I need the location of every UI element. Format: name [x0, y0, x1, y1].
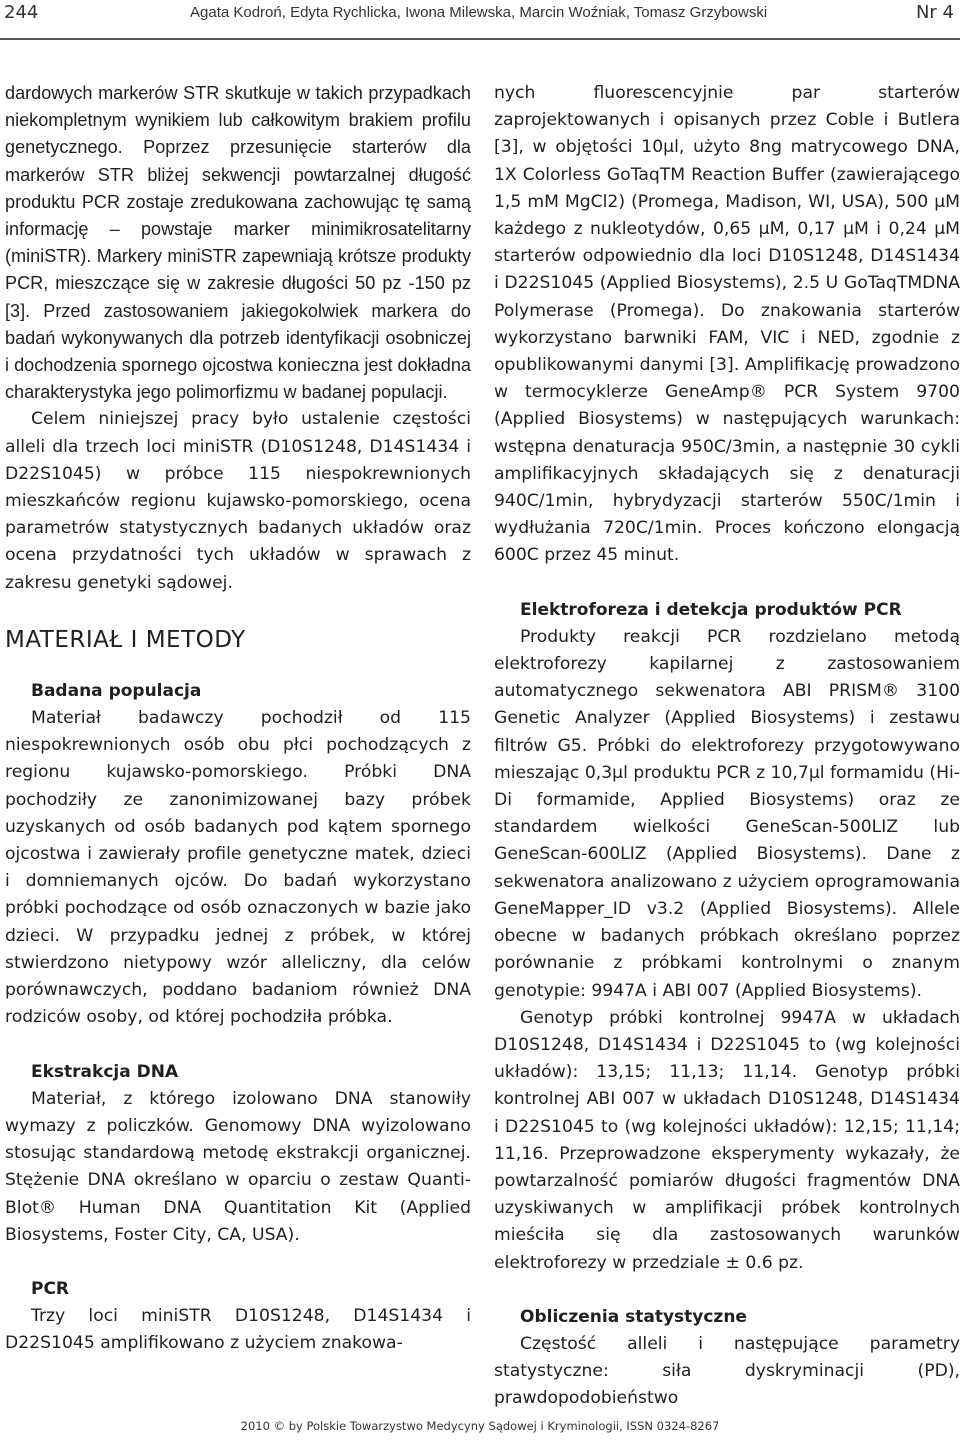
statistics-paragraph: Częstość alleli i następujące parametry statystyczne: siła dyskryminacji (PD), prawdopodobieństwo [494, 1333, 960, 1409]
spacer [5, 656, 471, 678]
issue-number: Nr 4 [915, 2, 954, 23]
right-column [494, 80, 960, 1413]
pcr-continued-paragraph: nych fluorescencyjnie par starterów zaprojektowanych i opisanych przez Coble i Butlera [3], w objętości 10µl, użyto 8ng matrycowego DNA, 1X Colorless GoTaqTM Reaction Buffer (zawierającego 1,5 mM MgCl2) (Promega, Madison, WI, USA), 500 µM każdego z nukleotydów, 0,65 µM, 0,17 µM i 0,24 µM starterów odpowiednio dla loci D10S1248, D14S1434 i D22S1045 (Applied Biosystems), 2.5 U GoTaqTMDNA Polymerase (Promega). Do znakowania starterów wykorzystano barwniki FAM, VIC i NED, zgodnie z opublikowanymi danymi [3]. Amplifikację prowadzono w termocyklerze GeneAmp® PCR System 9700 (Applied Biosystems) w następujących warunkach: wstępna denaturacja 950C/3min, a następnie 30 cykli amplifikacyjnych składających się z denaturacji 940C/1min, hybrydyzacji starterów 550C/1min i wydłużania 720C/1min. Proces kończono elongacją 600C przez 45 minut. [494, 83, 960, 566]
spacer [5, 1249, 471, 1276]
control-genotype-paragraph: Genotyp próbki kontrolnej 9947A w układach D10S1248, D14S1434 i D22S1045 to (wg kolejności układów): 13,15; 11,13; 11,14. Genotyp próbki kontrolnej ABI 007 w układach D10S1248, D14S1434 i D22S1045 to (wg kolejności układów): 12,15; 11,14; 11,16. Przeprowadzone eksperymenty wykazały, że powtarzalność pomiarów długości fragmentów DNA uzyskiwanych w amplifikacji próbek kontrolnych mieściła się dla zastosowanych warunków elektroforezy w przedziale ± 0.6 pz. [494, 1007, 960, 1273]
left-column [5, 80, 471, 1358]
section-title-methods: MATERIAŁ I METODY [5, 626, 246, 653]
spacer [5, 1032, 471, 1059]
page-header [0, 0, 960, 30]
running-head-authors: Agata Kodroń, Edyta Rychlicka, Iwona Milewska, Marcin Woźniak, Tomasz Grzybowski [190, 4, 768, 21]
aim-paragraph: Celem niniejszej pracy było ustalenie częstości alleli dla trzech loci miniSTR (D10S1248, D14S1434 i D22S1045) w próbce 115 niespokrewnionych mieszkańców regionu kujawsko-pomorskiego, ocena parametrów statystycznych badanych układów oraz ocena przydatności tych układów w sprawach z zakresu genetyki sądowej. [5, 409, 471, 593]
subsection-title-pcr: PCR [31, 1278, 70, 1299]
spacer [494, 570, 960, 597]
subsection-title-electrophoresis: Elektroforeza i detekcja produktów PCR [520, 599, 902, 620]
extraction-paragraph: Materiał, z którego izolowano DNA stanowiły wymazy z policzków. Genomowy DNA wyizolowano stosując standardową metodę ekstrakcji organicznej. Stężenie DNA określano w oparciu o zestaw Quanti-Blot® Human DNA Quantitation Kit (Applied Biosystems, Foster City, CA, USA). [5, 1088, 471, 1245]
subsection-title-extraction: Ekstrakcja DNA [31, 1061, 179, 1082]
subsection-title-population: Badana populacja [31, 680, 202, 701]
subsection-title-statistics: Obliczenia statystyczne [520, 1306, 747, 1327]
population-paragraph: Materiał badawczy pochodził od 115 niespokrewnionych osób obu płci pochodzących z regionu kujawsko-pomorskiego. Próbki DNA pochodziły ze zanonimizowanej bazy próbek uzyskanych od osób badanych pod kątem spornego ojcostwa i zawierały profile genetyczne matek, dzieci i domniemanych ojców. Do badań wykorzystano próbki pochodzące od osób oznaczonych w bazie jako dzieci. W przypadku jednej z próbek, w której stwierdzono nietypowy wzór alleliczny, dla celów porównawczych, poddano badaniom również DNA rodziców osoby, od której pochodziła próbka. [5, 708, 471, 1028]
pcr-paragraph: Trzy loci miniSTR D10S1248, D14S1434 i D22S1045 amplifikowano z użyciem znakowa- [5, 1306, 471, 1354]
page-footer: 2010 © by Polskie Towarzystwo Medycyny Sądowej i Kryminologii, ISSN 0324-8267 [240, 1419, 720, 1433]
page-number: 244 [4, 2, 39, 23]
intro-paragraph: dardowych markerów STR skutkuje w takich przypadkach niekompletnym wynikiem lub całkowitym brakiem profilu genetycznego. Poprzez przesunięcie starterów dla markerów STR bliżej sekwencji powtarzalnej długość produktu PCR zostaje zredukowana zachowując tę samą informację – powstaje marker minimikrosatelitarny (miniSTR). Markery miniSTR zapewniają krótsze produkty PCR, mieszczące się w zakresie długości 50 pz -150 pz [3]. Przed zastosowaniem jakiegokolwiek markera do badań wykonywanych dla potrzeb identyfikacji osobniczej i dochodzenia spornego ojcostwa konieczna jest dokładna charakterystyka jego polimorfizmu w badanej populacji. [5, 83, 471, 403]
header-rule [0, 38, 960, 40]
spacer [5, 597, 471, 624]
electrophoresis-paragraph: Produkty reakcji PCR rozdzielano metodą elektroforezy kapilarnej z zastosowaniem automatycznego sekwenatora ABI PRISM® 3100 Genetic Analyzer (Applied Biosystems) i zestawu filtrów G5. Próbki do elektroforezy przygotowywano mieszając 0,3µl produktu PCR z 10,7µl formamidu (Hi-Di formamide, Applied Biosystems) oraz ze standardem wielkości GeneScan-500LIZ lub GeneScan-600LIZ (Applied Biosystems). Dane z sekwenatora analizowano z użyciem oprogramowania GeneMapper_ID v3.2 (Applied Biosystems). Allele obecne w badanych próbkach określano poprzez porównanie z próbkami kontrolnymi o znanym genotypie: 9947A i ABI 007 (Applied Biosystems). [494, 626, 960, 1001]
spacer [494, 1277, 960, 1304]
